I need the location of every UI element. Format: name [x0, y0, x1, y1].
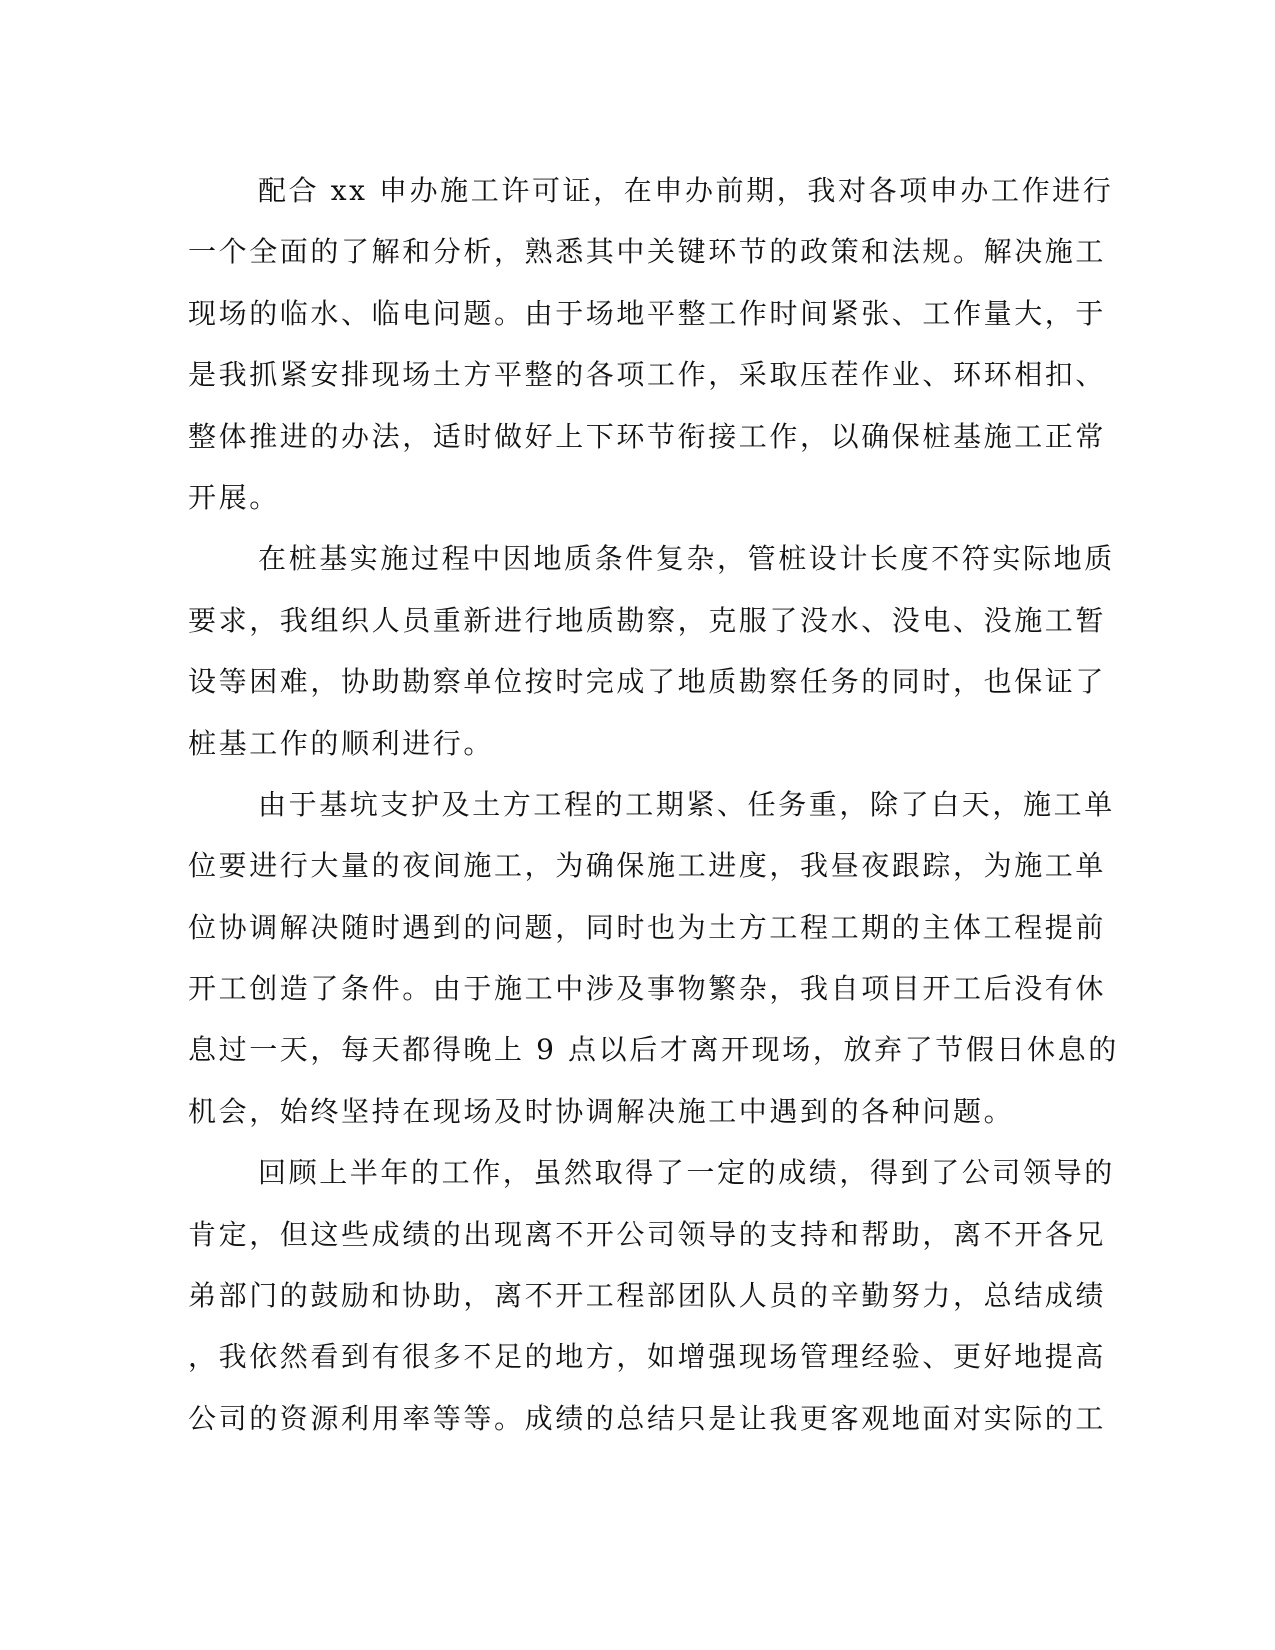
paragraph-line: 公司的资源利用率等等。成绩的总结只是让我更客观地面对实际的工	[188, 1401, 1107, 1435]
paragraph-line: 一个全面的了解和分析，熟悉其中关键环节的政策和法规。解决施工	[188, 235, 1107, 269]
paragraph-line: 在桩基实施过程中因地质条件复杂，管桩设计长度不符实际地质	[258, 542, 1115, 576]
paragraph-line: 弟部门的鼓励和协助，离不开工程部团队人员的辛勤努力，总结成绩	[188, 1279, 1107, 1313]
paragraph-line: 是我抓紧安排现场土方平整的各项工作，采取压茬作业、环环相扣、	[188, 358, 1107, 392]
paragraph-1	[188, 160, 1114, 528]
paragraph-2	[188, 528, 1115, 774]
paragraph-line: 整体推进的办法，适时做好上下环节衔接工作，以确保桩基施工正常	[188, 419, 1107, 453]
paragraph-line: 配合 xx 申办施工许可证，在申办前期，我对各项申办工作进行	[258, 174, 1114, 207]
body-text	[188, 160, 1119, 1449]
paragraph-3	[188, 774, 1119, 1142]
paragraph-line: 设等困难，协助勘察单位按时完成了地质勘察任务的同时，也保证了	[188, 665, 1107, 699]
paragraph-line: 现场的临水、临电问题。由于场地平整工作时间紧张、工作量大，于	[188, 296, 1107, 330]
paragraph-line: 开展。	[188, 480, 280, 514]
paragraph-line: 机会，始终坚持在现场及时协调解决施工中遇到的各种问题。	[188, 1094, 1015, 1128]
paragraph-line: 回顾上半年的工作，虽然取得了一定的成绩，得到了公司领导的	[258, 1156, 1115, 1190]
paragraph-line: 息过一天，每天都得晚上 9 点以后才离开现场，放弃了节假日休息的	[188, 1033, 1119, 1067]
paragraph-line: 位要进行大量的夜间施工，为确保施工进度，我昼夜跟踪，为施工单	[188, 849, 1107, 883]
paragraph-line: 位协调解决随时遇到的问题，同时也为土方工程工期的主体工程提前	[188, 910, 1107, 944]
paragraph-line: 桩基工作的顺利进行。	[188, 726, 495, 760]
paragraph-line: 开工创造了条件。由于施工中涉及事物繁杂，我自项目开工后没有休	[188, 972, 1107, 1006]
paragraph-4	[188, 1142, 1115, 1449]
paragraph-line: 肯定，但这些成绩的出现离不开公司领导的支持和帮助，离不开各兄	[188, 1217, 1107, 1251]
paragraph-line: 要求，我组织人员重新进行地质勘察，克服了没水、没电、没施工暂	[188, 603, 1107, 637]
paragraph-line: 由于基坑支护及土方工程的工期紧、任务重，除了白天，施工单	[258, 787, 1115, 821]
paragraph-line: ，我依然看到有很多不足的地方，如增强现场管理经验、更好地提高	[188, 1340, 1107, 1374]
